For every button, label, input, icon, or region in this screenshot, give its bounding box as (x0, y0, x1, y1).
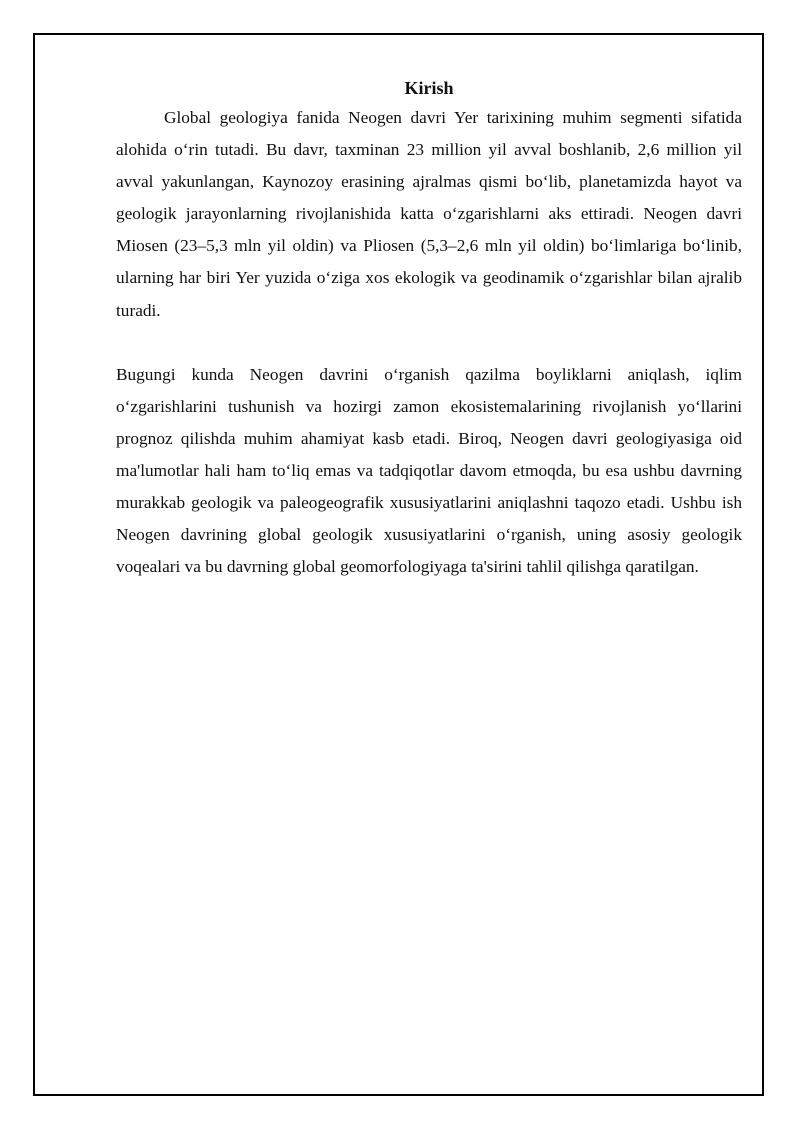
document-title: Kirish (404, 78, 454, 98)
document-body (116, 74, 742, 583)
paragraph-intro: Global geologiya fanida Neogen davri Yer tarixining muhim segmenti sifatida alohida oʻrin tutadi. Bu davr, taxminan 23 million yil avval boshlanib, 2,6 million yil avval yakunlangan, Kaynozoy erasining ajralmas qismi boʻlib, planetamizda hayot va geologik jarayonlarning rivojlanishida katta oʻzgarishlarni aks ettiradi. Neogen davri Miosen (23–5,3 mln yil oldin) va Pliosen (5,3–2,6 mln yil oldin) boʻlimlariga boʻlinib, ularning har biri Yer yuzida oʻziga xos ekologik va geodinamik oʻzgarishlar bilan ajralib turadi. (116, 108, 742, 320)
paragraph-relevance: Bugungi kunda Neogen davrini oʻrganish qazilma boyliklarni aniqlash, iqlim oʻzgarishlarini tushunish va hozirgi zamon ekosistemalarining rivojlanish yoʻllarini prognoz qilishda muhim ahamiyat kasb etadi. Biroq, Neogen davri geologiyasiga oid ma'lumotlar hali ham toʻliq emas va tadqiqotlar davom etmoqda, bu esa ushbu davrning murakkab geologik va paleogeografik xususiyatlarini aniqlashni taqozo etadi. Ushbu ish Neogen davrining global geologik xususiyatlarini oʻrganish, uning asosiy geologik voqealari va bu davrning global geomorfologiyaga ta'sirini tahlil qilishga qaratilgan. (116, 364, 742, 577)
